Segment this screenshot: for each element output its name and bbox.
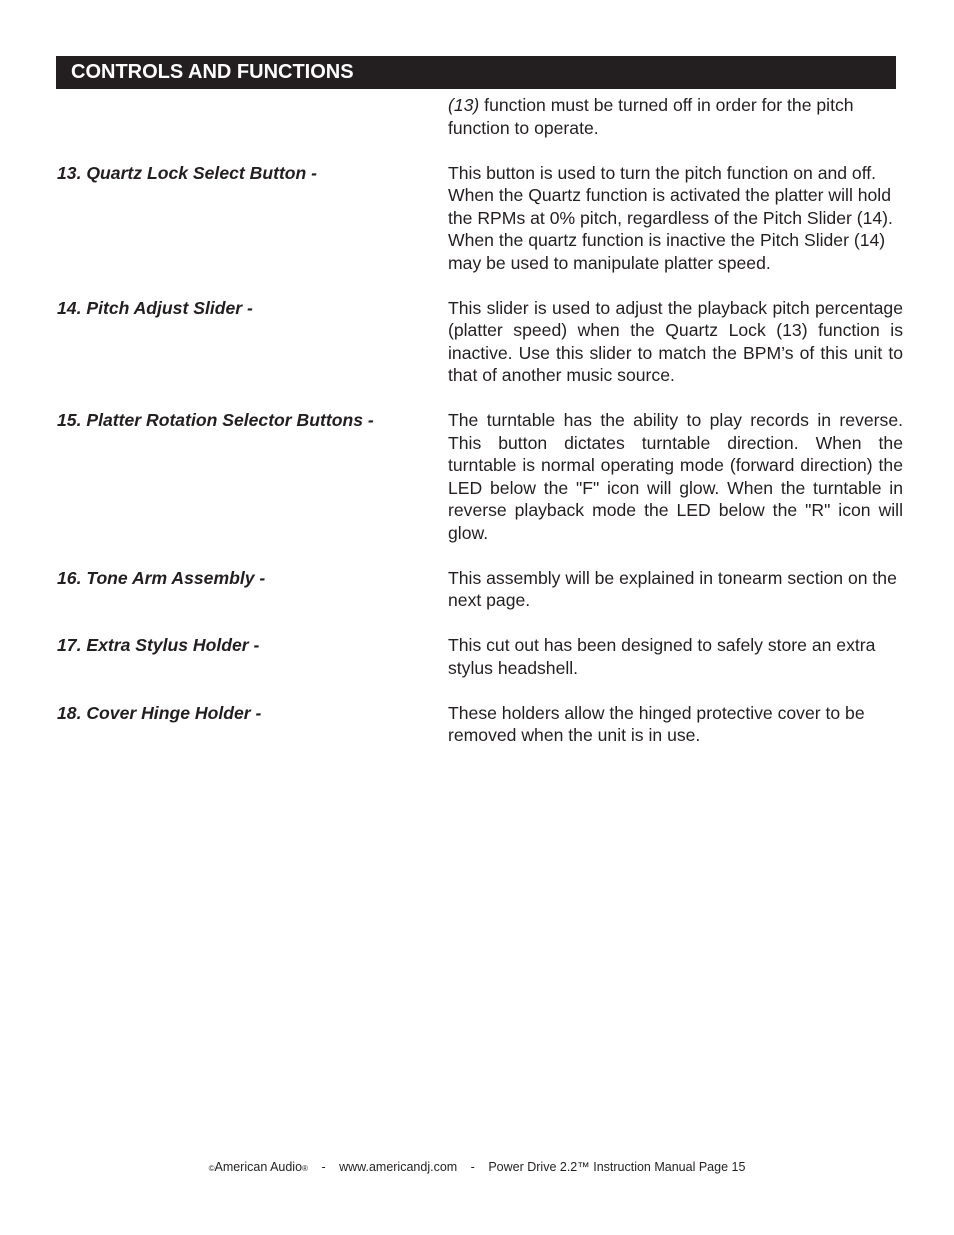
section-title: CONTROLS AND FUNCTIONS [71, 61, 354, 83]
footer-website: www.americandj.com [339, 1160, 458, 1174]
control-entry-17 [57, 634, 903, 679]
footer-separator: - [470, 1160, 475, 1174]
control-description: This assembly will be explained in tonearm section on the next page. [448, 567, 897, 610]
control-description: This button is used to turn the pitch function on and off. When the Quartz function is activated the platter will hold the RPMs at 0% pitch, regardless of the Pitch Slider (14). When the quartz function is inactive the Pitch Slider (14) may be used to manipulate platter speed. [448, 162, 893, 273]
controls-list [57, 94, 903, 769]
continuation-term-empty [57, 94, 448, 139]
section-header [56, 56, 896, 89]
control-term: 15. Platter Rotation Selector Buttons - [57, 410, 374, 430]
control-entry-18 [57, 702, 903, 747]
control-entry-14 [57, 297, 903, 387]
control-term: 16. Tone Arm Assembly - [57, 567, 266, 588]
continuation-text [448, 94, 903, 139]
control-entry-16 [57, 567, 903, 612]
registered-symbol: ® [302, 1164, 308, 1173]
footer-manual-page: Power Drive 2.2™ Instruction Manual Page 15 [488, 1160, 746, 1174]
continuation-ref: (13) [448, 95, 480, 115]
control-description: This cut out has been designed to safely store an extra stylus headshell. [448, 635, 876, 678]
continuation-entry [57, 94, 903, 139]
control-term: 17. Extra Stylus Holder - [57, 635, 260, 655]
control-term: 18. Cover Hinge Holder - [57, 702, 262, 723]
continuation-body: function must be turned off in order for the pitch function to operate. [448, 95, 854, 138]
footer-brand: American Audio [214, 1160, 303, 1174]
copyright-symbol: © [208, 1164, 215, 1173]
control-description: The turntable has the ability to play records in reverse. This button dictates turntable direction. When the turntable is normal operating mode (forward direction) the LED below the "F" icon will glow. When the turntable in reverse playback mode the LED below the "R" icon will glow. [448, 410, 903, 543]
footer-separator: - [321, 1160, 326, 1174]
control-term: 14. Pitch Adjust Slider - [57, 297, 253, 318]
control-description: This slider is used to adjust the playback pitch percentage (platter speed) when the Quartz Lock (13) function is inactive. Use this slider to match the BPM’s of this unit to that of another music source. [448, 297, 903, 385]
control-entry-13 [57, 162, 903, 275]
control-term: 13. Quartz Lock Select Button - [57, 162, 318, 183]
control-description: These holders allow the hinged protective cover to be removed when the unit is in use. [448, 702, 865, 745]
page-footer [0, 1160, 954, 1174]
control-entry-15 [57, 409, 903, 544]
